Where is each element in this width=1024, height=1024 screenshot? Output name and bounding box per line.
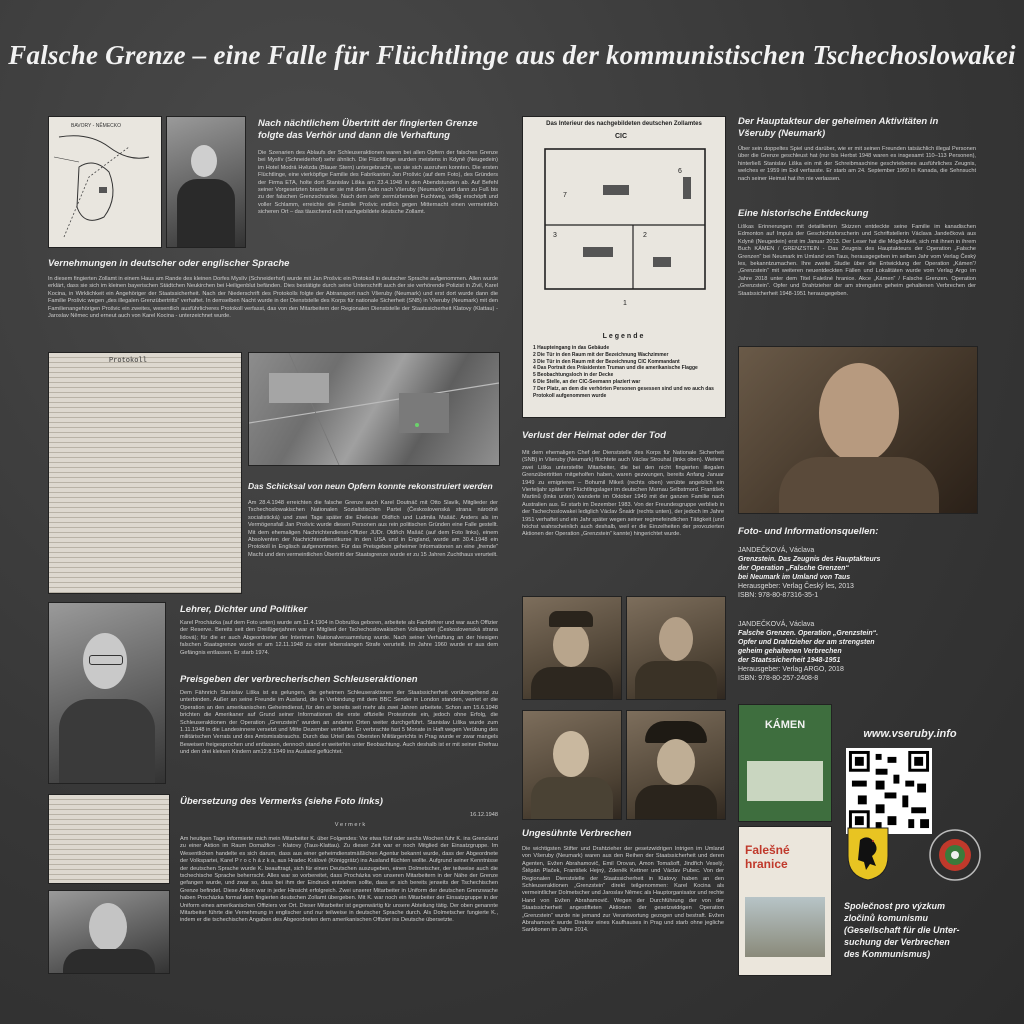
sec9-heading: Der Hauptakteur der geheimen Aktivitäten in Všeruby (Neumark) xyxy=(738,116,939,139)
svg-text:7: 7 xyxy=(563,192,567,199)
legend-item: 1 Haupteingang in das Gebäude xyxy=(533,345,610,351)
plan-header: Das Interieur des nachgebildeten deutschen Zollamtes xyxy=(546,121,702,127)
aerial-photo xyxy=(248,352,500,466)
legend-item: 6 Die Stelle, an der CIC-Seemann plaziert war xyxy=(533,378,641,385)
sec6-text: Am heutigen Tage informierte mich mein Mitarbeiter K. über Folgendes: Vor etwa fünf oder sechs Wochen fuhr K. ins Grenzland zu einer Aktion im Raum Domažlice - Klatovy (Taus-Klattau). Zu dieser Zeit war er noch Mitglied der Einsatzgruppe. Im Wesentlichen handelte es sich darum, dass aus einer geheimdienstmäßlichen Agentur bekannt wurde, dass der Abgeordnete der Volkspartei, Karel P r o c h á z k a, aus Hradec Králové (Königgrätz) ins Ausland flüchten wollte. Aufgrund seiner Kenntnisse der deutschen Sprache wurde K. beauftragt, sich für einen Deutschen auszugeben, einen Dolmetscher, der teilweise auch die tschechische Sprache beherrscht. Alles war so vorbereitet, dass Procházka von unseren Mitarbeitern in der Nähe der Grenze gefangen wurde, und zwar so, dass bei ihm der Eindruck entstehen sollte, dass er sich bereits jenseits der Tschechischen Grenze befindet. Diese Aktion war in jeder Hinsicht erfolgreich. Zwei unserer Mitarbeiter in Uniform der deutschen Grenzwache haben Procházka formal dem fingierten deutschen Zollamt übergeben. Mit K. war noch ein Mitarbeiter der Einsatzgruppe in der Uniform eines amerikanischen Offiziers vor Ort. Dieser Mitarbeiter ist gegenwärtig für unsere Abteilung tätig. Der oben genannte Mitarbeiter führte die Vernehmung in englischer und nur teilweise in deutscher Sprache durch. Als Dolmetscher fungierte K., indem er die tschechischen Angaben des Abgeordneten dem amerikanischen Offizier ins Deutsche übersetzte. xyxy=(180,836,498,924)
portrait-karel-prochazka xyxy=(48,602,166,784)
sec7-heading: Verlust der Heimat oder der Tod xyxy=(522,430,666,441)
source-book1: JANDEČKOVÁ, Václava Grenzstein. Das Zeugnis des Hauptakteurs der Operation „Falsche Grenzen“ bei Neumark im Umland von Taus Herausgeber: Verlag Český les, 2013 ISBN: 978-80-87316-35-1 xyxy=(738,547,881,599)
plan-legend-list xyxy=(533,345,719,399)
sec5-text: Dem Fähnrich Stanislav Liška ist es gelungen, die geheimen Schleuseraktionen der Staatssicherheit vorübergehend zu unterbinden. Außer an seine Freunde im Ausland, die in Verbindung mit dem BBC Sender in London standen, verriet er die Operation an den amerikanischen Geheimdienst, für den er bereits seit mehr als zwei Jahren arbeitete. Schon am 15.6.1948 brichten die Amerikaner auf Grund seiner Informationen die erste offizielle Protestnote ein, jedoch ohne Erfolg, die Schleuseraktionen der Operation „Grenzstein“ wurden an anderen Orten weiter durchgeführt. Stanislav Liška wurde zum 1.11.1948 in die Landesinnere versetzt und Mitte Dezember verhaftet. Er verbrachte fast 5 Monate in Haft wegen Verübung des militärischen Verrats und des Amtsmissbrauchs. Durch das Urteil des Obersten Militärgerichts in Prag wurde er zwar mangels Beweisen freigesprochen und entlassen, dennoch stand er weiterhin unter Beobachtung. Auch deshalb ist er mit seiner Ehefrau und den drei kleinen Kindern am12.8.1949 ins Ausland geflüchtet. xyxy=(180,690,498,756)
svg-text:2: 2 xyxy=(643,232,647,239)
sec2-heading: Vernehmungen in deutscher oder englischer Sprache xyxy=(48,258,290,269)
sec8-heading: Ungesühnte Verbrechen xyxy=(522,828,632,839)
sec6-heading: Übersetzung des Vermerks (siehe Foto links) xyxy=(180,796,383,807)
sec8-text: Die wichtigsten Stifter und Drahtzieher der gesetzwidrigen Intrigen im Umland von Všeruby (Neumark) waren aus den Reihen der Staatssicherheit und deren Agenten, Evžen Abrahamovič, Emil Orovan, Amon Tomašoff, Jindřich Veselý, Štěpán Plaček, František Hejný, Zdeněk Kettner und Václav Pubec. Von der Regionalen Dienststelle der Staatssicherheit in Klatovy haben an den Schleuseraktionen „Grenzstein“ direkt teilgenommen: Karel Kocina als vermeintlicher Dolmetscher und Jaroslav Němec als Hauptorganisator und rechte Hand von Evžen Abrahamovič. Wegen der Durchführung der von der Staatssicherheit angestifteten Aktionen der gesetzwidrigen Operation „Grenzstein“ wurde nie jemand zur Verantwortung gezogen und bestraft. Evžen Abrahamovič wurde Direktor eines Kaufhauses in Prag und starb ohne jegliche Sanktionen im Jahre 2014. xyxy=(522,846,724,934)
legend-item: 3 Die Tür in den Raum mit der Bezeichnung CIC Kommandant xyxy=(533,358,680,365)
organization-logo-icon xyxy=(928,826,982,884)
source-book2: JANDEČKOVÁ, Václava Falsche Grenzen. Operation „Grenzstein“. Opfer und Drahtzieher der am strengsten geheim gehaltenen Verbrechen der Staatssicherheit 1948-1951 Herausgeber: Verlag ARGO, 2018 ISBN: 978-80-257-2408-8 xyxy=(738,621,879,682)
sec1-heading: Nach nächtlichem Übertritt der fingierten Grenze folgte das Verhör und dann die Verhaftung xyxy=(258,118,478,141)
book-cover-falesne-hranice: Falešné hranice xyxy=(738,826,832,976)
sec6-date: 16.12.1948 xyxy=(470,812,498,818)
sec4-heading: Lehrer, Dichter und Politiker xyxy=(180,604,308,615)
legend-item: 7 Der Platz, an dem die verhörten Personen gesessen sind und wo auch das Protokoll aufgenommen wurde xyxy=(533,385,714,399)
legend-item: 4 Das Portrait des Präsidenten Truman und die amerikanische Flagge xyxy=(533,365,698,372)
protocol-document xyxy=(48,352,242,594)
svg-text:6: 6 xyxy=(678,168,682,175)
vermerk-document xyxy=(48,794,170,884)
sec4-text: Karel Procházka (auf dem Foto unten) wurde am 11.4.1904 in Dobruška geboren, arbeitete als Fachlehrer und war auch Offizier der Reserve. Bereits seit den Dreißigerjahren war er Mitglied der Tschechoslowakischen Volkspartei (Československá strana lidová); für die er auch Abgeordneter der Interimen Nationalversammlung wurde. Nach seiner Verhaftung an der hiesigen falschen Staatsgrenze wurde er am 12.11.1948 zu einer lebenslangen Strafe verurteilt. Im Jahre 1960 wurde er aus dem Gefängnis entlassen. Er starb 1974. xyxy=(180,620,498,656)
sec6-label: V e r m e r k xyxy=(334,822,366,828)
portrait-jan-prosvic xyxy=(166,116,246,248)
svg-text:3: 3 xyxy=(553,232,557,239)
sec3-heading: Das Schicksal von neun Opfern konnte rekonstruiert werden xyxy=(248,481,493,491)
portrait-vaclav-snaidr xyxy=(626,710,726,820)
doc-header: Protokoll xyxy=(109,357,147,365)
map-label: BAVORY - NĚMECKO xyxy=(71,123,122,129)
book-cover-kamen: KÁMEN xyxy=(738,704,832,822)
portrait-stanislav-liska xyxy=(48,890,170,974)
portrait-frantisek-martinu xyxy=(522,710,622,820)
sources-heading: Foto- und Informationsquellen: xyxy=(738,526,879,537)
legend-item: 2 Die Tür in den Raum mit der Bezeichnung Wachzimmer xyxy=(533,351,669,358)
sec1-text: Die Szenarien des Ablaufs der Schleuseraktionen waren bei allen Opfern der falschen Grenze bei Myslív (Schneiderhof) sehr ähnlich. Die Flüchtlinge wurden meistens in Kdyně (Neugedein) im Hotel Modrá Hvězda (Blauer Stern) untergebracht, wo sie sich ausruhen konnten. Die ersten Flüchtlinge, eine vierköpfige Familie des Fabrikanten Jan Prošvic (auf dem Foto), des Gründers der Firma ETA, holte dort Stanislav Liška am 23.4.1948 in den Abendstunden ab. Auf Befehl seiner Vorgesetzten brachte er sie mit dem Auto nach Všeruby (Neumark) und dann zu Fuß bis zu der falschen Grenzschranke. Nach dem sehr zermürbenden Fuchtweg, völlig erschöpft und voller Schlamm, erreichte die Familie Prošvic endlich gegen Mitternacht einen vermeintlich sicheren Ort – das täuschend echt nachgebildete deutsche Zollamt. xyxy=(258,150,498,216)
sec3-text: Am 28.4.1948 erreichten die falsche Grenze auch Karel Doutnáč mit Otto Slavík, Mitglieder der Tschechoslowakischen Nationalen Sozialistischen Partei (Československá strana národně socialistická) und zwei Tage später die Eheleute Oldřich und Ludmila Mašáč. Anders als im Vermögensfall Jan Prošvic wurde diesen Personen aus rein politischen Gründen eine Falle gestellt. Mit dem ehemaligen Nachrichtendienst-Offizier JUDr. Oldřich Mašáč (auf dem Foto links), einem Absolventen der Nachrichtendienstkurse in den USA und in England, wurde am 30.4.1948 ein Protokoll in Englisch aufgenommen. Für das Preisgeben geheimer Informationen an eine „fremde“ Macht und den vermeintlichen Übertritt der Staatsgrenze wurde er zu 15 Jahren Zuchthaus verurteilt. xyxy=(248,500,498,558)
sec7-text: Mit dem ehemaligen Chef der Dienststelle des Korps für Nationale Sicherheit (SNB) in Všeruby (Neumark) flüchtete auch Václav Strouhal (links oben). Weitere zwei Liška unterstellte Mitarbeiter, die bei den nicht fingierten illegalen Grenzübertritten mitgeholfen haben, waren gezwungen, bereits Anfang Januar 1949 zu emigrieren – Bohumil Mikeš (rechts oben) verübte angeblich ein Vierteljahr später im Flüchtlingslager im deutschen Murnau Selbstmord. František Martinů (links unten) wanderte im Oktober 1949 mit der ganzen Familie nach Australien aus. Er starb im Dezember 1983. Von der Freundesgruppe verblieb in der Tschechoslowakei lediglich Václav Šnaidr (rechts unten), der jedoch im Jahre 1951 verhaftet und ein Jahr später wegen seiner regimefeindlichen Tätigkeit (und höchst wahrscheinlich auch deshalb, weil er die Einzelheiten der provozierten Aktionen der Operation „Grenzstein“ kannte) hingerichtet wurde. xyxy=(522,450,724,538)
coat-of-arms-icon xyxy=(846,826,890,882)
sec5-heading: Preisgeben der verbrecherischen Schleuseraktionen xyxy=(180,674,418,685)
page-title: Falsche Grenze – eine Falle für Flüchtlinge aus der kommunistischen Tschechoslowakei xyxy=(8,40,1016,70)
qr-code[interactable] xyxy=(846,748,932,834)
border-map-sketch xyxy=(48,116,162,248)
website-link[interactable]: www.vseruby.info xyxy=(863,728,957,740)
map-sketch-drawing xyxy=(49,117,161,247)
sec9-text: Über sein doppeltes Spiel und darüber, wie er mit seinen Freunden tatsächlich illegal Personen über die Grenze geschleust hat (nur bis Herbst 1948 waren es insgesamt 110–113 Personen), hinterließ Stanislav Liška ein mit der Schreibmaschine geschriebenes ausführliches Zeugnis, welches er 1959 im Exil verfasste. Er starb am 24. September 1960 in Kanada, die Sehnsucht nach seiner Heimat hat ihn nie verlassen. xyxy=(738,146,976,182)
organization-name: Společnost pro výzkum zločinů komunismu (Gesellschaft für die Unter- suchung der Verbrechen des Kommunismus) xyxy=(844,901,960,959)
sec10-heading: Eine historische Entdeckung xyxy=(738,208,869,219)
plan-legend-title: Legende xyxy=(602,333,646,340)
sec10-text: Liškas Erinnerungen mit detaillierten Skizzen entdeckte seine Familie im kanadischen Edmonton auf Impuls der Geschichtsforscherin und Schriftstellerin Václava Jandečková aus Kdyně (Neugedein) erst im Januar 2013. Der Leser hat die Möglichkeit, sich mit ihnen in ihrem Buch KÁMEN / GRENZSTEIN - Das Zeugnis des Hauptakteurs der Operation „Falsche Grenzen“ bei Neumark im Umland von Taus, herausgegeben im selben Jahr vom Verlag Český les, bekanntzumachen. Ihre zweite Studie über die Entwicklung der Operation „Kámen“/„Grenzstein“ mit weiteren neuentdeckten Fällen und Lokalitäten wurde vom Verlag Argo im Jahre 2018 unter dem Titel Falešné hranice. Akce „Kámen“ / Falsche Grenzen. Operation „Grenzstein“. Opfer und Drahtzieher der am strengsten geheim gehaltenen Verbrechen der Staatssicherheit 1948-1951 herausgegeben. xyxy=(738,224,976,297)
portrait-liska-elderly xyxy=(738,346,978,514)
portrait-vaclav-strouhal xyxy=(522,596,622,700)
floor-plan xyxy=(522,116,726,418)
plan-cic: CIC xyxy=(615,133,628,140)
svg-text:1: 1 xyxy=(623,300,627,307)
portrait-bohumil-mikes xyxy=(626,596,726,700)
sec2-text: In diesem fingierten Zollamt in einem Haus am Rande des kleinen Dorfes Myslív (Schneiderhof) wurde mit Jan Prošvic ein Protokoll in deutscher Sprache aufgenommen. Allen wurde erklärt, dass sie sich im kleinen bayerischen Städtchen Neukirchen bei Heiligenblut befänden. Dies bestätigte durch seine Unterschrift auch der sie verhörende Polizist in Zivil, Karel Kocina, in Wirklichkeit ein Angehöriger der Staatssicherheit. Nach der Niederschrift des Protokolls folgte der Abtransport nach Všeruby (Neumark) und erst dort wurde dann die Familie Prošvic wegen „des illegalen Grenzübertritts“ verhaftet. In demselben Nacht wurde in der Dienststelle des Korps für nationale Sicherheit (SNB) in Všeruby (Neumark) mit den Familienangehörigen Prošvic ein zweites, wesentlich ausführlicheres Protokoll verfasst, das von den Mitarbeitern der Regionalen Dienststelle der Staatssicherheit Klatovy (Klattau) - Jaroslav Němec und erneut auch von Karel Kocina - unterzeichnet wurde. xyxy=(48,276,498,320)
legend-item: 5 Beobachtungsloch in der Decke xyxy=(533,372,614,379)
